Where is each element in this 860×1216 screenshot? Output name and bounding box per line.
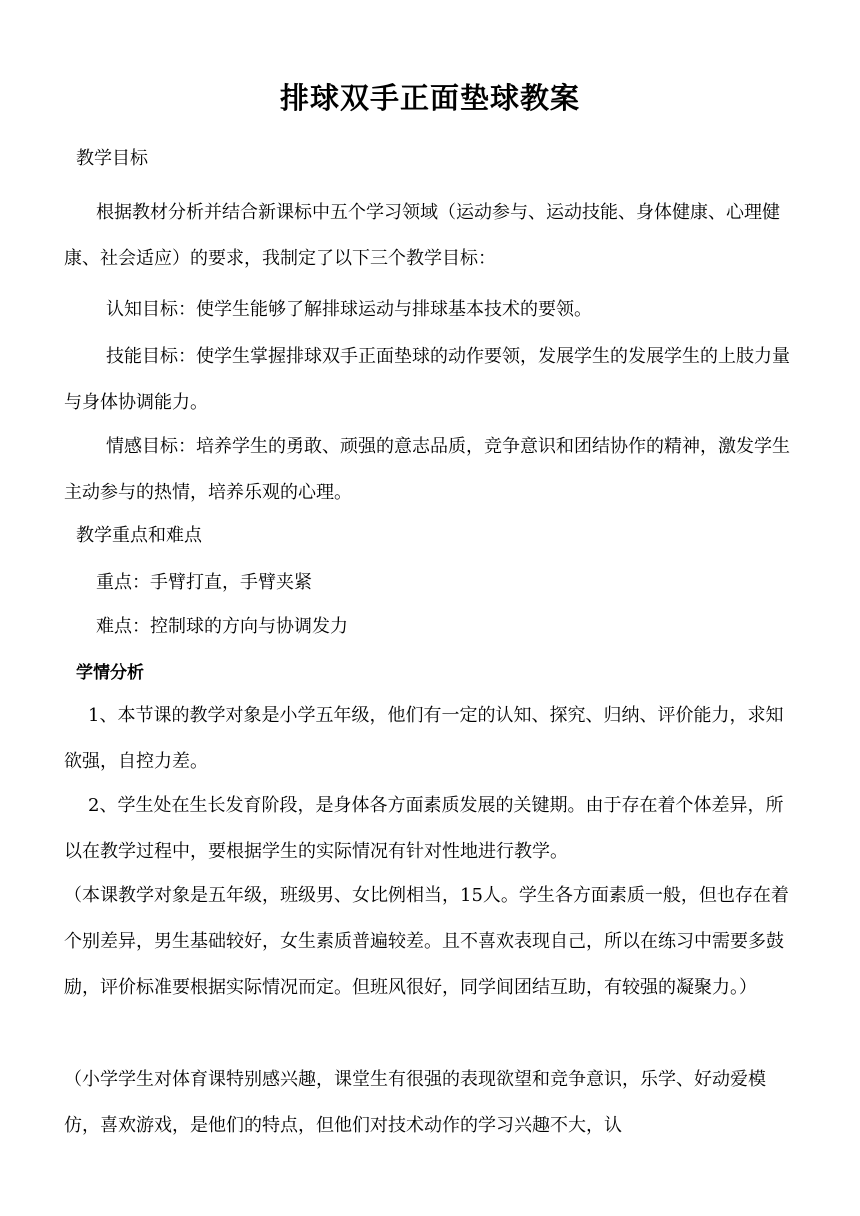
document-title: 排球双手正面垫球教案 [279, 81, 580, 115]
section-heading-student-analysis: 学情分析 [76, 663, 144, 683]
teaching-goals-intro: 根据教材分析并结合新课标中五个学习领域（运动参与、运动技能、身体健康、心理健康、社会适应）的要求，我制定了以下三个教学目标： [64, 202, 780, 269]
section-heading-key-points: 教学重点和难点 [76, 525, 202, 546]
analysis-item-1: 1、本节课的教学对象是小学五年级，他们有一定的认知、探究、归纳、评价能力，求知欲强，自控力差。 [64, 705, 784, 772]
affective-goal: 情感目标：培养学生的勇敢、顽强的意志品质，竞争意识和团结协作的精神，激发学生主动参与的热情，培养乐观的心理。 [64, 436, 790, 503]
analysis-note-1: （本课教学对象是五年级，班级男、女比例相当，15人。学生各方面素质一般，但也存在着个别差异，男生基础较好，女生素质普遍较差。且不喜欢表现自己，所以在练习中需要多鼓励，评价标准要根据实际情况而定。但班风很好，同学间团结互助，有较强的凝聚力。） [64, 885, 789, 998]
section-heading-teaching-goals: 教学目标 [76, 148, 148, 169]
cognitive-goal: 认知目标：使学生能够了解排球运动与排球基本技术的要领。 [106, 299, 592, 320]
skill-goal: 技能目标：使学生掌握排球双手正面垫球的动作要领，发展学生的发展学生的上肢力量与身体协调能力。 [64, 346, 790, 413]
analysis-item-2: 2、学生处在生长发育阶段，是身体各方面素质发展的关键期。由于存在着个体差异，所以在教学过程中，要根据学生的实际情况有针对性地进行教学。 [64, 795, 784, 862]
difficult-point: 难点：控制球的方向与协调发力 [96, 616, 348, 637]
key-point: 重点：手臂打直，手臂夹紧 [96, 572, 312, 593]
analysis-note-2: （小学学生对体育课特别感兴趣，课堂生有很强的表现欲望和竞争意识，乐学、好动爱模仿，喜欢游戏，是他们的特点，但他们对技术动作的学习兴趣不大，认 [64, 1069, 766, 1136]
